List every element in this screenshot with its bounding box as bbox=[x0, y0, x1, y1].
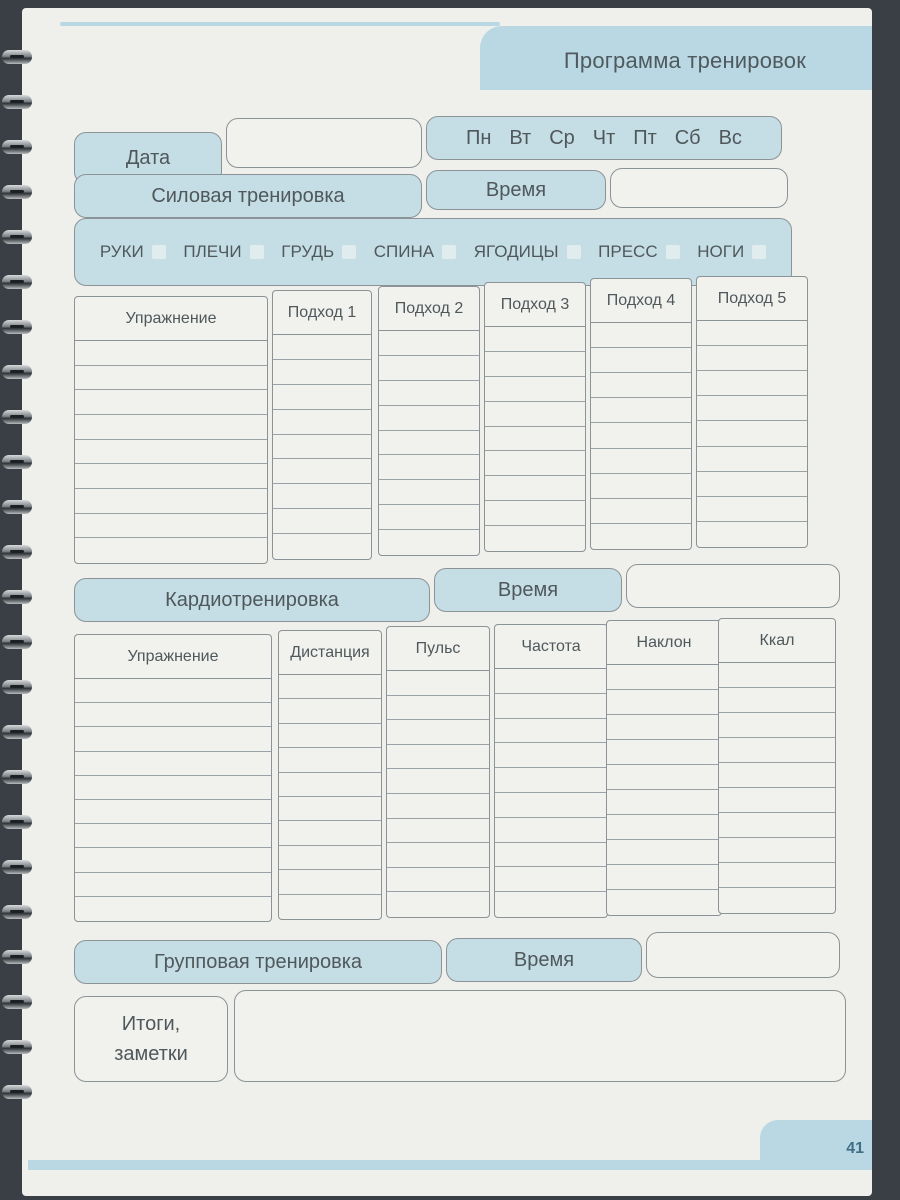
spiral-ring bbox=[2, 905, 32, 919]
strength-column bbox=[74, 296, 268, 564]
cardio-column bbox=[386, 626, 490, 918]
strength-cell[interactable] bbox=[75, 489, 267, 514]
cardio-cell[interactable] bbox=[387, 720, 489, 745]
strength-cell[interactable] bbox=[591, 348, 691, 373]
cardio-column-header: Наклон bbox=[607, 621, 721, 665]
spiral-ring bbox=[2, 590, 32, 604]
cardio-cell[interactable] bbox=[75, 776, 271, 800]
strength-column-header: Подход 2 bbox=[379, 287, 479, 331]
strength-cell[interactable] bbox=[379, 431, 479, 456]
day-mon[interactable]: Пн bbox=[465, 126, 492, 149]
cardio-cell[interactable] bbox=[495, 818, 607, 843]
cardio-cell[interactable] bbox=[75, 824, 271, 848]
strength-cell[interactable] bbox=[75, 464, 267, 489]
cardio-cell[interactable] bbox=[75, 897, 271, 921]
cardio-cell[interactable] bbox=[719, 863, 835, 888]
strength-column bbox=[696, 276, 808, 548]
cardio-cell[interactable] bbox=[387, 868, 489, 893]
day-wed[interactable]: Ср bbox=[549, 126, 575, 149]
strength-cell[interactable] bbox=[75, 415, 267, 440]
strength-cell[interactable] bbox=[273, 534, 371, 559]
cardio-cell[interactable] bbox=[387, 769, 489, 794]
strength-cell[interactable] bbox=[697, 321, 807, 346]
strength-cell[interactable] bbox=[379, 331, 479, 356]
spiral-ring bbox=[2, 410, 32, 424]
page-title: Программа тренировок bbox=[563, 48, 807, 73]
cardio-cell[interactable] bbox=[495, 867, 607, 892]
notes-label bbox=[74, 996, 228, 1082]
cardio-column-header: Дистанция bbox=[279, 631, 381, 675]
cardio-cell[interactable] bbox=[719, 838, 835, 863]
cardio-cell[interactable] bbox=[719, 763, 835, 788]
cardio-column-header: Ккал bbox=[719, 619, 835, 663]
strength-column-header: Подход 4 bbox=[591, 279, 691, 323]
spiral-ring bbox=[2, 950, 32, 964]
notes-field[interactable] bbox=[234, 990, 846, 1082]
cardio-cell[interactable] bbox=[279, 748, 381, 772]
group-shoulders[interactable] bbox=[183, 242, 263, 262]
spiral-ring bbox=[2, 230, 32, 244]
header-strip bbox=[60, 22, 500, 26]
group-training-title: Групповая тренировка bbox=[74, 940, 442, 984]
spiral-binding bbox=[0, 50, 34, 1150]
footer-strip bbox=[28, 1160, 872, 1170]
group-back[interactable] bbox=[374, 242, 456, 262]
cardio-cell[interactable] bbox=[75, 800, 271, 824]
strength-cell[interactable] bbox=[485, 377, 585, 402]
cardio-cell[interactable] bbox=[719, 888, 835, 913]
cardio-cell[interactable] bbox=[495, 743, 607, 768]
cardio-cell[interactable] bbox=[75, 752, 271, 776]
strength-cell[interactable] bbox=[273, 385, 371, 410]
strength-cell[interactable] bbox=[273, 509, 371, 534]
strength-column bbox=[590, 278, 692, 550]
group-label: ГРУДЬ bbox=[281, 242, 335, 261]
strength-cell[interactable] bbox=[485, 402, 585, 427]
days-of-week bbox=[426, 116, 782, 160]
spiral-ring bbox=[2, 860, 32, 874]
cardio-cell[interactable] bbox=[387, 794, 489, 819]
strength-time-label: Время bbox=[426, 170, 606, 210]
strength-cell[interactable] bbox=[591, 373, 691, 398]
checkbox-icon[interactable] bbox=[342, 245, 356, 259]
cardio-cell[interactable] bbox=[387, 892, 489, 917]
cardio-time-field[interactable] bbox=[626, 564, 840, 608]
cardio-cell[interactable] bbox=[279, 797, 381, 821]
cardio-cell[interactable] bbox=[279, 724, 381, 748]
spiral-ring bbox=[2, 680, 32, 694]
cardio-cell[interactable] bbox=[607, 690, 721, 715]
cardio-cell[interactable] bbox=[75, 848, 271, 872]
strength-cell[interactable] bbox=[697, 371, 807, 396]
strength-cell[interactable] bbox=[697, 522, 807, 547]
cardio-column-header: Пульс bbox=[387, 627, 489, 671]
strength-cell[interactable] bbox=[379, 455, 479, 480]
strength-cell[interactable] bbox=[591, 398, 691, 423]
cardio-cell[interactable] bbox=[495, 793, 607, 818]
cardio-cell[interactable] bbox=[279, 699, 381, 723]
cardio-cell[interactable] bbox=[387, 819, 489, 844]
cardio-cell[interactable] bbox=[387, 671, 489, 696]
strength-cell[interactable] bbox=[697, 497, 807, 522]
cardio-cell[interactable] bbox=[279, 773, 381, 797]
group-time-field[interactable] bbox=[646, 932, 840, 978]
cardio-cell[interactable] bbox=[495, 719, 607, 744]
notes-label-line1: Итоги, bbox=[121, 1013, 181, 1035]
cardio-cell[interactable] bbox=[607, 790, 721, 815]
cardio-cell[interactable] bbox=[279, 675, 381, 699]
cardio-cell[interactable] bbox=[387, 843, 489, 868]
group-chest[interactable] bbox=[281, 242, 356, 262]
strength-cell[interactable] bbox=[75, 341, 267, 366]
cardio-cell[interactable] bbox=[719, 688, 835, 713]
cardio-cell[interactable] bbox=[607, 765, 721, 790]
cardio-cell[interactable] bbox=[607, 665, 721, 690]
cardio-cell[interactable] bbox=[719, 713, 835, 738]
cardio-cell[interactable] bbox=[495, 694, 607, 719]
strength-cell[interactable] bbox=[591, 499, 691, 524]
cardio-cell[interactable] bbox=[607, 840, 721, 865]
cardio-column bbox=[494, 624, 608, 918]
strength-cell[interactable] bbox=[273, 360, 371, 385]
strength-cell[interactable] bbox=[485, 327, 585, 352]
cardio-cell[interactable] bbox=[279, 870, 381, 894]
strength-cell[interactable] bbox=[75, 366, 267, 391]
strength-column-header: Подход 3 bbox=[485, 283, 585, 327]
strength-cell[interactable] bbox=[75, 390, 267, 415]
strength-cell[interactable] bbox=[485, 427, 585, 452]
spiral-ring bbox=[2, 275, 32, 289]
checkbox-icon[interactable] bbox=[567, 245, 581, 259]
spiral-ring bbox=[2, 140, 32, 154]
strength-cell[interactable] bbox=[379, 381, 479, 406]
strength-column bbox=[484, 282, 586, 552]
strength-column-header: Упражнение bbox=[75, 297, 267, 341]
cardio-time-label: Время bbox=[434, 568, 622, 612]
cardio-cell[interactable] bbox=[75, 873, 271, 897]
cardio-cell[interactable] bbox=[387, 745, 489, 770]
strength-cell[interactable] bbox=[75, 514, 267, 539]
group-label: РУКИ bbox=[99, 242, 144, 261]
cardio-cell[interactable] bbox=[495, 892, 607, 917]
strength-cell[interactable] bbox=[485, 501, 585, 526]
strength-cell[interactable] bbox=[75, 440, 267, 465]
group-label: НОГИ bbox=[697, 242, 745, 261]
spiral-ring bbox=[2, 1040, 32, 1054]
cardio-cell[interactable] bbox=[607, 815, 721, 840]
cardio-column bbox=[606, 620, 722, 916]
group-label: СПИНА bbox=[373, 242, 435, 261]
cardio-cell[interactable] bbox=[279, 821, 381, 845]
strength-cell[interactable] bbox=[485, 476, 585, 501]
notes-label-line2: заметки bbox=[114, 1043, 188, 1065]
strength-cell[interactable] bbox=[379, 530, 479, 555]
cardio-column-header: Упражнение bbox=[75, 635, 271, 679]
day-sat[interactable]: Сб bbox=[674, 126, 701, 149]
cardio-column bbox=[74, 634, 272, 922]
strength-cell[interactable] bbox=[485, 352, 585, 377]
strength-cell[interactable] bbox=[591, 323, 691, 348]
strength-column-header: Подход 5 bbox=[697, 277, 807, 321]
spiral-ring bbox=[2, 320, 32, 334]
group-time-label: Время bbox=[446, 938, 642, 982]
cardio-column-header: Частота bbox=[495, 625, 607, 669]
strength-time-field[interactable] bbox=[610, 168, 788, 208]
spiral-ring bbox=[2, 1085, 32, 1099]
group-label: ПРЕСС bbox=[598, 242, 658, 261]
group-label: ЯГОДИЦЫ bbox=[473, 242, 559, 261]
spiral-ring bbox=[2, 50, 32, 64]
spiral-ring bbox=[2, 995, 32, 1009]
spiral-ring bbox=[2, 815, 32, 829]
cardio-cell[interactable] bbox=[719, 663, 835, 688]
strength-cell[interactable] bbox=[273, 435, 371, 460]
strength-cell[interactable] bbox=[379, 406, 479, 431]
day-tue[interactable]: Вт bbox=[509, 126, 532, 149]
date-label: Дата bbox=[74, 132, 222, 184]
strength-cell[interactable] bbox=[697, 421, 807, 446]
cardio-column bbox=[278, 630, 382, 920]
cardio-cell[interactable] bbox=[75, 703, 271, 727]
day-fri[interactable]: Пт bbox=[633, 126, 657, 149]
strength-cell[interactable] bbox=[273, 459, 371, 484]
strength-cell[interactable] bbox=[697, 472, 807, 497]
strength-cell[interactable] bbox=[591, 449, 691, 474]
cardio-cell[interactable] bbox=[75, 727, 271, 751]
muscle-groups bbox=[74, 218, 792, 286]
strength-cell[interactable] bbox=[75, 538, 267, 563]
strength-column bbox=[378, 286, 480, 556]
strength-cell[interactable] bbox=[379, 356, 479, 381]
strength-cell[interactable] bbox=[485, 526, 585, 551]
cardio-cell[interactable] bbox=[607, 740, 721, 765]
cardio-cell[interactable] bbox=[495, 669, 607, 694]
strength-cell[interactable] bbox=[273, 484, 371, 509]
day-sun[interactable]: Вс bbox=[718, 126, 742, 149]
spiral-ring bbox=[2, 500, 32, 514]
strength-title: Силовая тренировка bbox=[74, 174, 422, 218]
strength-cell[interactable] bbox=[591, 423, 691, 448]
cardio-cell[interactable] bbox=[495, 768, 607, 793]
cardio-cell[interactable] bbox=[607, 865, 721, 890]
spiral-ring bbox=[2, 770, 32, 784]
checkbox-icon[interactable] bbox=[152, 245, 166, 259]
group-legs[interactable] bbox=[697, 242, 766, 262]
group-abs[interactable] bbox=[598, 242, 679, 262]
cardio-cell[interactable] bbox=[607, 715, 721, 740]
cardio-cell[interactable] bbox=[387, 696, 489, 721]
page-number: 41 bbox=[846, 1140, 864, 1157]
spiral-ring bbox=[2, 545, 32, 559]
strength-cell[interactable] bbox=[273, 335, 371, 360]
cardio-cell[interactable] bbox=[719, 738, 835, 763]
cardio-cell[interactable] bbox=[75, 679, 271, 703]
group-arms[interactable] bbox=[100, 242, 166, 262]
group-label: ПЛЕЧИ bbox=[183, 242, 242, 261]
strength-cell[interactable] bbox=[485, 451, 585, 476]
spiral-ring bbox=[2, 635, 32, 649]
strength-cell[interactable] bbox=[697, 346, 807, 371]
strength-cell[interactable] bbox=[379, 480, 479, 505]
spiral-ring bbox=[2, 455, 32, 469]
date-field[interactable] bbox=[226, 118, 422, 168]
spiral-ring bbox=[2, 365, 32, 379]
group-glutes[interactable] bbox=[474, 242, 581, 262]
cardio-title: Кардиотренировка bbox=[74, 578, 430, 622]
checkbox-icon[interactable] bbox=[666, 245, 680, 259]
checkbox-icon[interactable] bbox=[752, 245, 766, 259]
strength-cell[interactable] bbox=[591, 474, 691, 499]
cardio-column bbox=[718, 618, 836, 914]
spiral-ring bbox=[2, 95, 32, 109]
strength-cell[interactable] bbox=[379, 505, 479, 530]
cardio-cell[interactable] bbox=[607, 890, 721, 915]
strength-cell[interactable] bbox=[697, 396, 807, 421]
strength-column bbox=[272, 290, 372, 560]
checkbox-icon[interactable] bbox=[250, 245, 264, 259]
strength-cell[interactable] bbox=[697, 447, 807, 472]
strength-column-header: Подход 1 bbox=[273, 291, 371, 335]
spiral-ring bbox=[2, 725, 32, 739]
strength-cell[interactable] bbox=[591, 524, 691, 549]
cardio-cell[interactable] bbox=[495, 843, 607, 868]
spiral-ring bbox=[2, 185, 32, 199]
cardio-cell[interactable] bbox=[719, 813, 835, 838]
cardio-cell[interactable] bbox=[719, 788, 835, 813]
day-thu[interactable]: Чт bbox=[592, 126, 616, 149]
cardio-cell[interactable] bbox=[279, 895, 381, 919]
checkbox-icon[interactable] bbox=[442, 245, 456, 259]
strength-cell[interactable] bbox=[273, 410, 371, 435]
cardio-cell[interactable] bbox=[279, 846, 381, 870]
